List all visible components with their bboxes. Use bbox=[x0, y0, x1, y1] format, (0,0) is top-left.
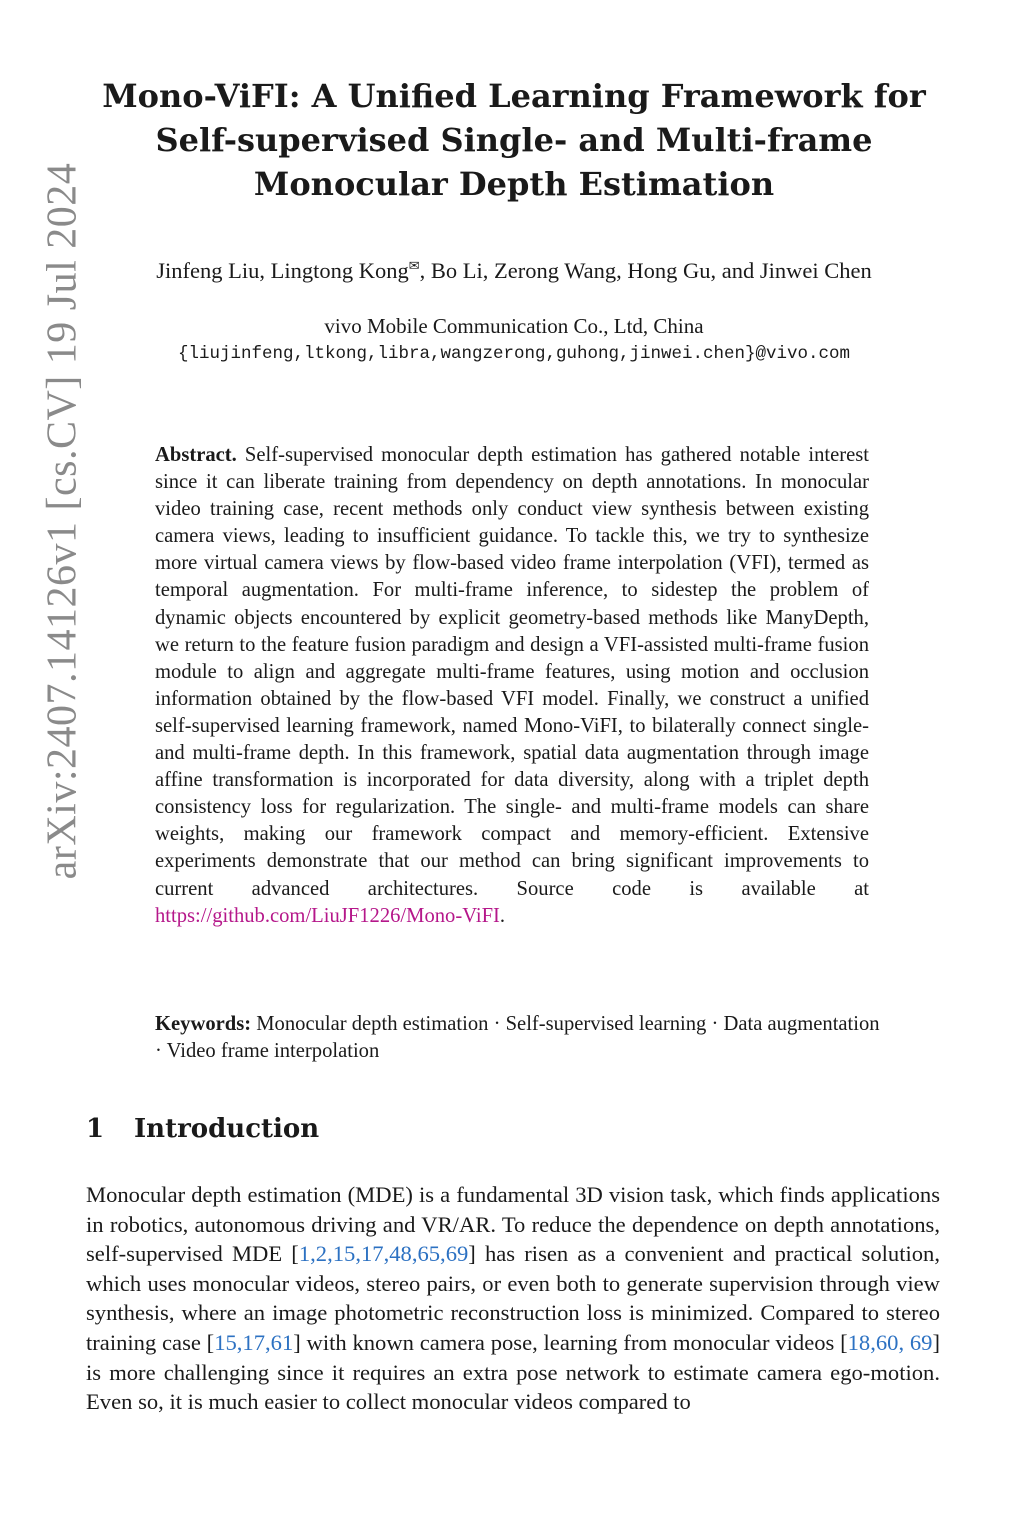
intro-text: ] is more challenging since it requires an extra pose network to estimate camera ego-motion. Even so, it is much easier to collect monocular videos compared to bbox=[86, 1329, 940, 1415]
author-emails: {liujinfeng,ltkong,libra,wangzerong,guhong,jinwei.chen}@vivo.com bbox=[177, 344, 851, 364]
title-line: Self-supervised Single- and Multi-frame bbox=[155, 121, 873, 159]
affiliation: vivo Mobile Communication Co., Ltd, China bbox=[324, 314, 704, 338]
authors-after: , Bo Li, Zerong Wang, Hong Gu, and Jinwei Chen bbox=[419, 258, 872, 283]
intro-text: ] with known camera pose, learning from monocular videos [ bbox=[293, 1329, 848, 1355]
arxiv-identifier-text: arXiv:2407.14126v1 [cs.CV] 19 Jul 2024 bbox=[39, 162, 85, 880]
section-number: 1 bbox=[86, 1114, 105, 1144]
citation-link[interactable]: 18,60, 69 bbox=[847, 1329, 933, 1355]
intro-text: ] has risen as a convenient and practical solution, which uses monocular videos, stereo pairs, or even both to generate supervision through view synthesis, where an image photometric reconstruction loss is minimized. Compared to stereo training case [ bbox=[86, 1241, 940, 1355]
introduction-paragraph bbox=[86, 1180, 940, 1417]
abstract bbox=[155, 442, 869, 930]
keywords-text: Monocular depth estimation · Self-supervised learning · Data augmentation · Video frame interpolation bbox=[155, 1013, 880, 1063]
intro-text: Monocular depth estimation (MDE) is a fundamental 3D vision task, which finds applications in robotics, autonomous driving and VR/AR. To reduce the dependence on depth annotations, self-supervised MDE [ bbox=[86, 1182, 940, 1267]
abstract-end: . bbox=[499, 904, 506, 927]
arxiv-identifier bbox=[30, 92, 94, 950]
paper-title bbox=[90, 74, 938, 206]
title-line: Monocular Depth Estimation bbox=[253, 165, 775, 203]
abstract-label: Abstract. bbox=[155, 444, 237, 466]
title-line: Mono-ViFI: A Unified Learning Framework for bbox=[102, 77, 926, 115]
keywords-label: Keywords: bbox=[155, 1013, 252, 1035]
keywords bbox=[155, 1011, 885, 1065]
source-code-link[interactable]: https://github.com/LiuJF1226/Mono-ViFI bbox=[155, 904, 500, 927]
citation-link[interactable]: 1,2,15,17,48,65,69 bbox=[298, 1241, 469, 1267]
citation-link[interactable]: 15,17,61 bbox=[214, 1329, 294, 1355]
section-title: Introduction bbox=[134, 1114, 320, 1144]
abstract-body: Self-supervised monocular depth estimation has gathered notable interest since it can liberate training from dependency on depth annotations. In monocular video training case, recent methods only conduct view synthesis between existing camera views, leading to insufficient guidance. To tackle this, we try to synthesize more virtual camera views by flow-based video frame interpolation (VFI), termed as temporal augmentation. For multi-frame inference, to sidestep the problem of dynamic objects encountered by explicit geometry-based methods like ManyDepth, we return to the feature fusion paradigm and design a VFI-assisted multi-frame fusion module to align and aggregate multi-frame features, using motion and occlusion information obtained by the flow-based VFI model. Finally, we construct a unified self-supervised learning framework, named Mono-ViFI, to bilaterally connect single- and multi-frame depth. In this framework, spatial data augmentation through image affine transformation is incorporated for data diversity, along with a triplet depth consistency loss for regularization. The single- and multi-frame models can share weights, making our framework compact and memory-efficient. Extensive experiments demonstrate that our method can bring significant improvements to current advanced architectures. Source code is available at bbox=[155, 444, 869, 900]
envelope-icon: ✉ bbox=[408, 258, 420, 273]
author-list bbox=[86, 258, 942, 284]
authors-before: Jinfeng Liu, Lingtong Kong bbox=[156, 258, 409, 283]
section-heading bbox=[86, 1114, 319, 1144]
